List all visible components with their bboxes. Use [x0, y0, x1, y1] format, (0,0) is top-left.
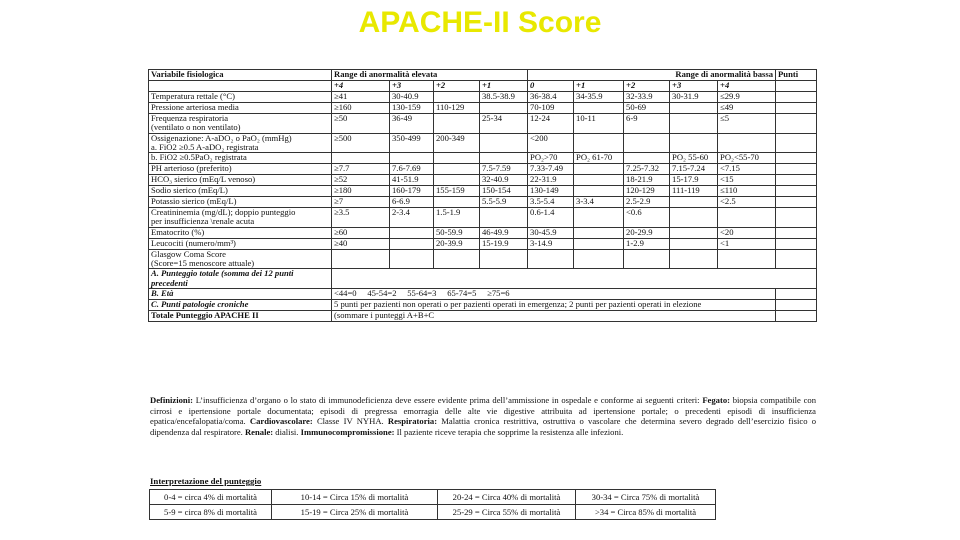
range-cell	[670, 133, 718, 153]
range-cell	[480, 249, 528, 269]
range-cell	[574, 133, 624, 153]
parameter-rows	[149, 92, 817, 269]
section-a-label: A. Punteggio totale (somma dei 12 punti precedenti	[149, 269, 332, 289]
score-header: +2	[624, 81, 670, 92]
range-cell	[574, 103, 624, 114]
interpretation-row	[150, 505, 716, 520]
range-cell: 50-59.9	[434, 227, 480, 238]
range-cell: 160-179	[390, 186, 434, 197]
range-cell	[574, 249, 624, 269]
points-cell	[776, 227, 817, 238]
range-cell: 50-69	[624, 103, 670, 114]
range-cell	[332, 153, 390, 164]
score-header: +3	[390, 81, 434, 92]
parameter-label: PH arterioso (preferito)	[149, 164, 332, 175]
points-cell	[776, 92, 817, 103]
range-cell: ≥50	[332, 114, 390, 134]
score-header: 0	[528, 81, 574, 92]
range-cell: 111-119	[670, 186, 718, 197]
interpretation-cell: 25-29 = Circa 55% di mortalità	[438, 505, 576, 520]
range-cell: 10-11	[574, 114, 624, 134]
points-cell	[776, 153, 817, 164]
section-a-row	[149, 269, 817, 289]
range-cell: 46-49.9	[480, 227, 528, 238]
parameter-label: Sodio sierico (mEq/L)	[149, 186, 332, 197]
range-cell	[390, 238, 434, 249]
range-cell: ≥52	[332, 175, 390, 186]
range-cell: 6-9	[624, 114, 670, 134]
range-cell	[480, 133, 528, 153]
score-header: +1	[480, 81, 528, 92]
range-cell	[480, 103, 528, 114]
range-cell: 2.5-2.9	[624, 197, 670, 208]
range-cell	[670, 103, 718, 114]
range-cell: PO₂<55-70	[718, 153, 776, 164]
range-cell: ≥500	[332, 133, 390, 153]
section-c-label: C. Punti patologie croniche	[149, 299, 332, 310]
header-range-low: Range di anormalità bassa	[528, 70, 776, 81]
range-cell: ≥41	[332, 92, 390, 103]
chronic-points: 5 punti per pazienti non operati o per pazienti operati in emergenza; 2 punti per pazienti operati in elezione	[332, 299, 776, 310]
parameter-row	[149, 114, 817, 134]
range-cell: 7.25-7.32	[624, 164, 670, 175]
parameter-row	[149, 249, 817, 269]
range-cell	[670, 227, 718, 238]
range-cell: 41-51.9	[390, 175, 434, 186]
range-cell: 30-40.9	[390, 92, 434, 103]
range-cell	[434, 164, 480, 175]
range-cell	[718, 249, 776, 269]
parameter-row	[149, 186, 817, 197]
parameter-label: Pressione arteriosa media	[149, 103, 332, 114]
score-header: +4	[718, 81, 776, 92]
header-range-high: Range di anormalità elevata	[332, 70, 528, 81]
range-cell: 155-159	[434, 186, 480, 197]
interpretation-row	[150, 490, 716, 505]
range-cell: <1	[718, 238, 776, 249]
range-cell	[670, 249, 718, 269]
range-cell: 38.5-38.9	[480, 92, 528, 103]
range-cell: 20-39.9	[434, 238, 480, 249]
range-cell: 18-21.9	[624, 175, 670, 186]
points-cell	[776, 114, 817, 134]
range-cell: 130-149	[528, 186, 574, 197]
interpretation-cell: 10-14 = Circa 15% di mortalità	[272, 490, 438, 505]
parameter-label: Frequenza respiratoria (ventilato o non ventilato)	[149, 114, 332, 134]
range-cell: 7.6-7.69	[390, 164, 434, 175]
interpretation-cell: 5-9 = circa 8% di mortalità	[150, 505, 272, 520]
range-cell: 120-129	[624, 186, 670, 197]
header-points: Punti	[776, 70, 817, 81]
range-cell: 34-35.9	[574, 92, 624, 103]
range-cell: 25-34	[480, 114, 528, 134]
points-cell	[776, 164, 817, 175]
range-cell	[574, 208, 624, 228]
range-cell: <200	[528, 133, 574, 153]
range-cell: 1-2.9	[624, 238, 670, 249]
slide-title: APACHE-II Score	[358, 6, 602, 39]
parameter-row	[149, 197, 817, 208]
parameter-row	[149, 153, 817, 164]
points-cell	[776, 197, 817, 208]
range-cell	[390, 227, 434, 238]
points-cell	[776, 186, 817, 197]
parameter-row	[149, 227, 817, 238]
total-row	[149, 310, 817, 321]
range-cell: ≤49	[718, 103, 776, 114]
range-cell: PO₂ 61-70	[574, 153, 624, 164]
parameter-row	[149, 133, 817, 153]
section-b-row	[149, 288, 817, 299]
score-header: +4	[332, 81, 390, 92]
range-cell	[480, 208, 528, 228]
interpretation-cell: 30-34 = Circa 75% di mortalità	[576, 490, 716, 505]
range-cell	[434, 175, 480, 186]
range-cell: 3-14.9	[528, 238, 574, 249]
range-cell: 200-349	[434, 133, 480, 153]
range-cell	[624, 133, 670, 153]
range-cell	[624, 153, 670, 164]
points-cell	[776, 103, 817, 114]
range-cell	[434, 114, 480, 134]
range-cell: 150-154	[480, 186, 528, 197]
total-value: (sommare i punteggi A+B+C	[332, 310, 776, 321]
points-cell	[776, 238, 817, 249]
interpretation-cell: 15-19 = Circa 25% di mortalità	[272, 505, 438, 520]
range-cell: 3.5-5.4	[528, 197, 574, 208]
interpretation-table	[149, 489, 716, 520]
range-cell: 15-17.9	[670, 175, 718, 186]
range-cell: 20-29.9	[624, 227, 670, 238]
range-cell	[434, 249, 480, 269]
parameter-row	[149, 208, 817, 228]
header-row	[149, 70, 817, 81]
range-cell: <7.15	[718, 164, 776, 175]
range-cell: 36-49	[390, 114, 434, 134]
range-cell: PO₂>70	[528, 153, 574, 164]
interpretation-title: Interpretazione del punteggio	[150, 476, 262, 486]
range-cell: <2.5	[718, 197, 776, 208]
range-cell: 3-3.4	[574, 197, 624, 208]
range-cell	[434, 92, 480, 103]
range-cell: 30-31.9	[670, 92, 718, 103]
range-cell: ≥60	[332, 227, 390, 238]
interpretation-cell: 20-24 = Circa 40% di mortalità	[438, 490, 576, 505]
parameter-label: Leucociti (numero/mm³)	[149, 238, 332, 249]
range-cell	[718, 133, 776, 153]
parameter-row	[149, 238, 817, 249]
range-cell: 6-6.9	[390, 197, 434, 208]
range-cell: ≥160	[332, 103, 390, 114]
parameter-label: Potassio sierico (mEq/L)	[149, 197, 332, 208]
parameter-label: HCO₃ sierico (mEq/L venoso)	[149, 175, 332, 186]
score-header-row	[149, 81, 817, 92]
range-cell	[718, 208, 776, 228]
score-header: +3	[670, 81, 718, 92]
range-cell	[574, 164, 624, 175]
section-c-row	[149, 299, 817, 310]
range-cell: 7.33-7.49	[528, 164, 574, 175]
points-cell	[776, 208, 817, 228]
range-cell: PO₂ 55-60	[670, 153, 718, 164]
age-points: <44=0 45-54=2 55-64=3 65-74=5 ≥75=6	[332, 288, 776, 299]
range-cell	[574, 175, 624, 186]
range-cell: 130-159	[390, 103, 434, 114]
points-cell	[776, 133, 817, 153]
range-cell	[434, 197, 480, 208]
range-cell	[574, 186, 624, 197]
range-cell: 7.5-7.59	[480, 164, 528, 175]
range-cell: <15	[718, 175, 776, 186]
section-b-label: B. Età	[149, 288, 332, 299]
score-header: +1	[574, 81, 624, 92]
range-cell	[574, 227, 624, 238]
definitions: Definizioni: L’insufficienza d’organo o lo stato di immunodeficienza deve essere evidente prima dell’ammissione in ospedale e conforme ai seguenti criteri: Fegato: biopsia compatibile con cirrosi e ipertensione portale documentata; episodi di pregressa emorragia delle alte vie digestive attribuita ad ipertensione portale; o precedenti episodi di insufficienza epatica/encefalopatia/coma. Cardiovascolare: Classe IV NYHA. Respiratoria: Malattia cronica restrittiva, ostruttiva o vascolare che determina severo degrado dell’esercizio fisico o dipendenza dal respiratore. Renale: dialisi. Immunocompromissione: Il paziente riceve terapia che sopprime la resistenza alle infezioni.	[150, 395, 817, 438]
range-cell: 0.6-1.4	[528, 208, 574, 228]
total-label: Totale Punteggio APACHE II	[149, 310, 332, 321]
range-cell	[670, 208, 718, 228]
range-cell: 2-3.4	[390, 208, 434, 228]
range-cell	[434, 153, 480, 164]
range-cell	[390, 153, 434, 164]
range-cell	[670, 114, 718, 134]
range-cell	[332, 249, 390, 269]
parameter-label: Temperatura rettale (°C)	[149, 92, 332, 103]
parameter-label: Creatininemia (mg/dL); doppio punteggio per insufficienza \renale acuta	[149, 208, 332, 228]
range-cell: 22-31.9	[528, 175, 574, 186]
points-cell	[776, 249, 817, 269]
range-cell: <20	[718, 227, 776, 238]
range-cell	[670, 197, 718, 208]
range-cell	[624, 249, 670, 269]
range-cell: <0.6	[624, 208, 670, 228]
range-cell	[480, 153, 528, 164]
parameter-label: Ematocrito (%)	[149, 227, 332, 238]
range-cell: 350-499	[390, 133, 434, 153]
apache-table	[148, 69, 817, 322]
range-cell: 1.5-1.9	[434, 208, 480, 228]
range-cell: ≥180	[332, 186, 390, 197]
header-variable: Variabile fisiologica	[149, 70, 332, 81]
range-cell: 12-24	[528, 114, 574, 134]
interpretation-cell: >34 = Circa 85% di mortalità	[576, 505, 716, 520]
range-cell	[528, 249, 574, 269]
range-cell: 32-40.9	[480, 175, 528, 186]
parameter-label: Ossigenazione: A-aDO₂ o PaO₂ (mmHg) a. FiO2 ≥0.5 A-aDO₂ registrata	[149, 133, 332, 153]
range-cell: ≥3.5	[332, 208, 390, 228]
range-cell: ≥7.7	[332, 164, 390, 175]
range-cell: 110-129	[434, 103, 480, 114]
range-cell: 32-33.9	[624, 92, 670, 103]
range-cell: ≤29.9	[718, 92, 776, 103]
range-cell: 7.15-7.24	[670, 164, 718, 175]
range-cell: ≤110	[718, 186, 776, 197]
interpretation-cell: 0-4 = circa 4% di mortalità	[150, 490, 272, 505]
range-cell: 5.5-5.9	[480, 197, 528, 208]
points-cell	[776, 175, 817, 186]
range-cell	[390, 249, 434, 269]
range-cell: 36-38.4	[528, 92, 574, 103]
parameter-row	[149, 164, 817, 175]
parameter-row	[149, 92, 817, 103]
range-cell	[574, 238, 624, 249]
range-cell	[670, 238, 718, 249]
range-cell: 30-45.9	[528, 227, 574, 238]
parameter-row	[149, 175, 817, 186]
range-cell: 15-19.9	[480, 238, 528, 249]
range-cell: 70-109	[528, 103, 574, 114]
range-cell: ≥40	[332, 238, 390, 249]
parameter-row	[149, 103, 817, 114]
range-cell: ≥7	[332, 197, 390, 208]
parameter-label: b. FiO2 ≥0.5PaO₂ registrata	[149, 153, 332, 164]
parameter-label: Glasgow Coma Score (Score=15 menoscore attuale)	[149, 249, 332, 269]
range-cell: ≤5	[718, 114, 776, 134]
score-header: +2	[434, 81, 480, 92]
